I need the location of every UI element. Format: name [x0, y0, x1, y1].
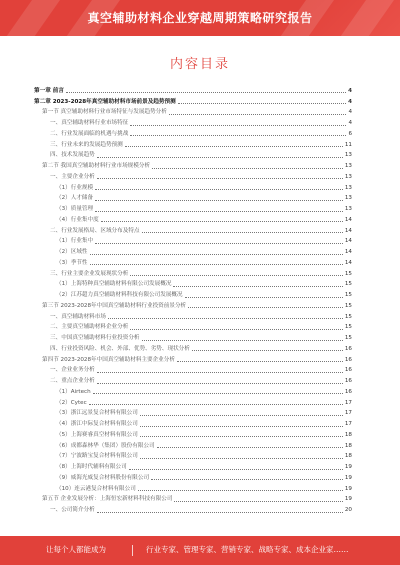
toc-entry[interactable]: [34, 149, 352, 160]
toc-leader-dots: [129, 469, 343, 470]
toc-entry-label: 二、行业发展面临的机遇与挑战: [50, 130, 129, 137]
toc-leader-dots: [97, 383, 343, 384]
toc-entry-page: 16: [344, 345, 352, 352]
toc-entry-page: 14: [344, 249, 352, 255]
toc-leader-dots: [188, 307, 343, 308]
toc-entry-label: （2）区域性: [56, 249, 88, 255]
toc-entry-label: （3）季节性: [56, 259, 88, 266]
toc-entry[interactable]: [34, 374, 352, 385]
toc-entry-page: 4: [348, 120, 352, 126]
toc-entry[interactable]: [34, 310, 352, 321]
toc-leader-dots: [140, 436, 343, 437]
toc-entry-page: 18: [344, 442, 352, 449]
toc-entry[interactable]: [34, 417, 352, 428]
toc-entry-label: 一、主要企业分析: [50, 173, 95, 180]
toc-leader-dots: [177, 361, 343, 362]
toc-entry-page: 16: [344, 367, 352, 374]
toc-entry-label: 四、技术发展趋势: [50, 152, 95, 159]
toc-entry-page: 19: [344, 474, 352, 481]
toc-entry[interactable]: [34, 267, 352, 278]
header-banner: [0, 0, 400, 36]
toc-leader-dots: [90, 264, 343, 265]
toc-entry-label: 四、行业投资风险、机会、外部、优势、劣势、现状分析: [50, 345, 190, 352]
toc-leader-dots: [140, 415, 343, 416]
toc-leader-dots: [93, 393, 343, 394]
toc-entry-page: 15: [344, 313, 352, 320]
toc-entry-page: 19: [344, 496, 352, 503]
footer-slogan-right: 行业专家、管理专家、营销专家、战略专家、成本企业家……: [146, 545, 349, 554]
toc-entry[interactable]: [34, 84, 352, 95]
toc-entry[interactable]: [34, 235, 352, 246]
toc-leader-dots: [97, 512, 343, 513]
toc-entry-page: 15: [344, 292, 352, 298]
toc-leader-dots: [178, 103, 346, 104]
toc-leader-dots: [142, 232, 343, 233]
toc-leader-dots: [174, 501, 342, 502]
toc-entry-label: 一、真空辅助材料市场: [50, 313, 106, 320]
toc-entry[interactable]: [34, 116, 352, 127]
toc-leader-dots: [95, 211, 343, 212]
toc-entry-label: （6）成都森林华（集团）股份有限公司: [56, 442, 155, 449]
toc-leader-dots: [169, 114, 347, 115]
toc-entry-page: 17: [344, 399, 352, 406]
toc-entry[interactable]: [34, 439, 352, 450]
toc-entry-label: 一、公司简介分析: [50, 507, 95, 513]
toc-entry[interactable]: [34, 321, 352, 332]
toc-entry[interactable]: [34, 482, 352, 493]
toc-entry[interactable]: [34, 342, 352, 353]
toc-entry-label: 二、行业发展格局、区域分布及特点: [50, 227, 140, 234]
toc-entry-label: 一、企业业务分析: [50, 367, 95, 374]
toc-entry[interactable]: [34, 331, 352, 342]
toc-leader-dots: [185, 297, 343, 298]
toc-entry-label: （2）Cytec: [56, 399, 87, 406]
toc-entry[interactable]: [34, 493, 352, 504]
toc-entry-label: （1）行业集中: [56, 238, 94, 245]
toc-entry[interactable]: [34, 159, 352, 170]
toc-entry[interactable]: [34, 256, 352, 267]
toc-entry-label: 第四节 2023-2028年中国真空辅助材料主要企业分析: [42, 356, 175, 363]
toc-entry[interactable]: [34, 95, 352, 106]
toc-entry-page: 14: [344, 238, 352, 245]
toc-entry-label: （1）行业规模: [56, 184, 94, 191]
toc-entry[interactable]: [34, 471, 352, 482]
toc-entry-page: 6: [348, 130, 352, 137]
toc-entry[interactable]: [34, 407, 352, 418]
toc-entry-label: （7）宁波路宝复合材料有限公司: [56, 453, 138, 460]
toc-entry-page: 13: [344, 173, 352, 180]
toc-entry-page: 4: [348, 87, 352, 94]
toc-entry-page: 15: [344, 335, 352, 341]
toc-entry-page: 14: [344, 216, 352, 223]
toc-entry[interactable]: [34, 385, 352, 396]
toc-entry-page: 18: [344, 453, 352, 460]
toc-leader-dots: [101, 221, 343, 222]
toc-leader-dots: [140, 426, 343, 427]
toc-entry-label: 二、重点企业分析: [50, 378, 95, 384]
toc-entry-page: 15: [344, 270, 352, 277]
toc-entry[interactable]: [34, 288, 352, 299]
toc-entry-page: 13: [344, 195, 352, 202]
toc-entry[interactable]: [34, 353, 352, 364]
toc-entry-page: 4: [348, 109, 352, 116]
table-of-contents: [34, 84, 352, 514]
toc-entry-label: 第五节 企业发展分析：上海恒宏新材料科技有限公司: [42, 496, 173, 503]
report-title: 真空辅助材料企业穿越周期策略研究报告: [87, 11, 313, 25]
toc-entry-page: 15: [344, 281, 352, 288]
toc-leader-dots: [125, 146, 343, 147]
toc-entry-page: 4: [348, 98, 352, 105]
toc-entry-page: 16: [344, 388, 352, 395]
toc-entry-page: 15: [344, 302, 352, 309]
toc-entry[interactable]: [34, 202, 352, 213]
toc-entry-page: 17: [344, 421, 352, 427]
toc-entry[interactable]: [34, 245, 352, 256]
toc-entry-label: 第一章 前言: [34, 87, 64, 94]
toc-leader-dots: [142, 340, 343, 341]
toc-entry-page: 13: [344, 184, 352, 191]
toc-entry[interactable]: [34, 170, 352, 181]
toc-entry-label: （4）浙江中际复合材料有限公司: [56, 421, 138, 427]
toc-entry[interactable]: [34, 138, 352, 149]
toc-entry-page: 14: [344, 227, 352, 234]
toc-leader-dots: [140, 458, 343, 459]
toc-entry-label: （10）连云港复合材料有限公司: [56, 485, 136, 492]
toc-entry-label: （2）江苏超力真空辅助材料科技有限公司发展概况: [56, 292, 183, 298]
toc-entry[interactable]: [34, 192, 352, 203]
toc-entry-label: （8）上海时代辅料有限公司: [56, 464, 127, 470]
footer-banner: [0, 536, 400, 565]
toc-entry-page: 19: [344, 485, 352, 492]
toc-entry[interactable]: [34, 213, 352, 224]
toc-entry-page: 16: [344, 378, 352, 384]
toc-entry[interactable]: [34, 278, 352, 289]
toc-entry[interactable]: [34, 181, 352, 192]
toc-entry-label: 第二节 我国真空辅助材料行业市场规模分析: [42, 163, 151, 169]
toc-entry-page: 20: [344, 507, 352, 513]
toc-entry-label: 一、真空辅助材料行业市场特征: [50, 120, 129, 126]
toc-leader-dots: [130, 125, 346, 126]
toc-entry[interactable]: [34, 224, 352, 235]
toc-entry-page: 14: [344, 259, 352, 266]
toc-entry-label: 三、行业未来的发展趋势预测: [50, 141, 123, 148]
toc-entry-label: （3）浙江远景复合材料有限公司: [56, 410, 138, 417]
toc-entry[interactable]: [34, 299, 352, 310]
toc-leader-dots: [90, 254, 343, 255]
toc-entry-label: 第二章 2023-2028年真空辅助材料市场前景及趋势预测: [34, 98, 176, 105]
toc-entry[interactable]: [34, 503, 352, 514]
toc-entry-page: 15: [344, 324, 352, 331]
toc-entry[interactable]: [34, 396, 352, 407]
toc-leader-dots: [138, 490, 343, 491]
toc-entry-page: 16: [344, 356, 352, 363]
toc-heading: 内容目录: [169, 57, 230, 72]
toc-entry-page: 13: [344, 163, 352, 169]
toc-entry[interactable]: [34, 364, 352, 375]
toc-entry-label: （9）威海光威复合材料股份有限公司: [56, 474, 150, 481]
footer-divider: [132, 545, 133, 556]
toc-leader-dots: [97, 372, 343, 373]
footer-slogan-left: 让每个人都能成为: [46, 545, 106, 554]
toc-leader-dots: [173, 286, 342, 287]
toc-leader-dots: [152, 168, 343, 169]
toc-leader-dots: [66, 92, 346, 93]
toc-leader-dots: [95, 200, 343, 201]
toc-entry-label: （1）上海特种真空辅助材料有限公司发展概况: [56, 281, 172, 288]
toc-entry[interactable]: [34, 460, 352, 471]
toc-entry-label: （4）行业集中度: [56, 216, 99, 223]
toc-entry-label: 第一节 真空辅助材料行业市场特征与发展趋势分析: [42, 109, 167, 116]
toc-leader-dots: [130, 329, 343, 330]
toc-entry[interactable]: [34, 428, 352, 439]
toc-entry-page: 17: [344, 410, 352, 417]
toc-leader-dots: [157, 447, 343, 448]
toc-leader-dots: [130, 275, 343, 276]
toc-leader-dots: [151, 479, 343, 480]
toc-entry-label: （3）质量管理: [56, 206, 94, 212]
toc-entry-label: 三、行业主要企业发展现状分析: [50, 270, 129, 277]
toc-entry-label: （2）人才储备: [56, 195, 94, 202]
toc-leader-dots: [108, 318, 343, 319]
toc-entry-page: 13: [344, 206, 352, 212]
toc-entry-label: （5）上海赛睿真空材料有限公司: [56, 431, 138, 438]
toc-entry-page: 18: [344, 431, 352, 438]
toc-entry-label: 第三节 2023-2028年中国真空辅助材料行业投资前景分析: [42, 302, 187, 309]
toc-entry[interactable]: [34, 127, 352, 138]
toc-entry[interactable]: [34, 106, 352, 117]
toc-leader-dots: [130, 135, 346, 136]
toc-entry-page: 13: [344, 152, 352, 159]
toc-leader-dots: [192, 350, 343, 351]
toc-entry[interactable]: [34, 450, 352, 461]
toc-entry-label: 三、中国真空辅助材料行业投资分析: [50, 335, 140, 341]
toc-leader-dots: [97, 178, 343, 179]
toc-leader-dots: [95, 189, 343, 190]
toc-entry-page: 19: [344, 464, 352, 470]
toc-leader-dots: [89, 404, 343, 405]
toc-leader-dots: [95, 243, 343, 244]
toc-leader-dots: [97, 157, 343, 158]
toc-entry-page: 11: [344, 141, 352, 148]
toc-entry-label: 二、主要真空辅助材料企业分析: [50, 324, 129, 331]
toc-entry-label: （1）Airtech: [56, 388, 91, 395]
